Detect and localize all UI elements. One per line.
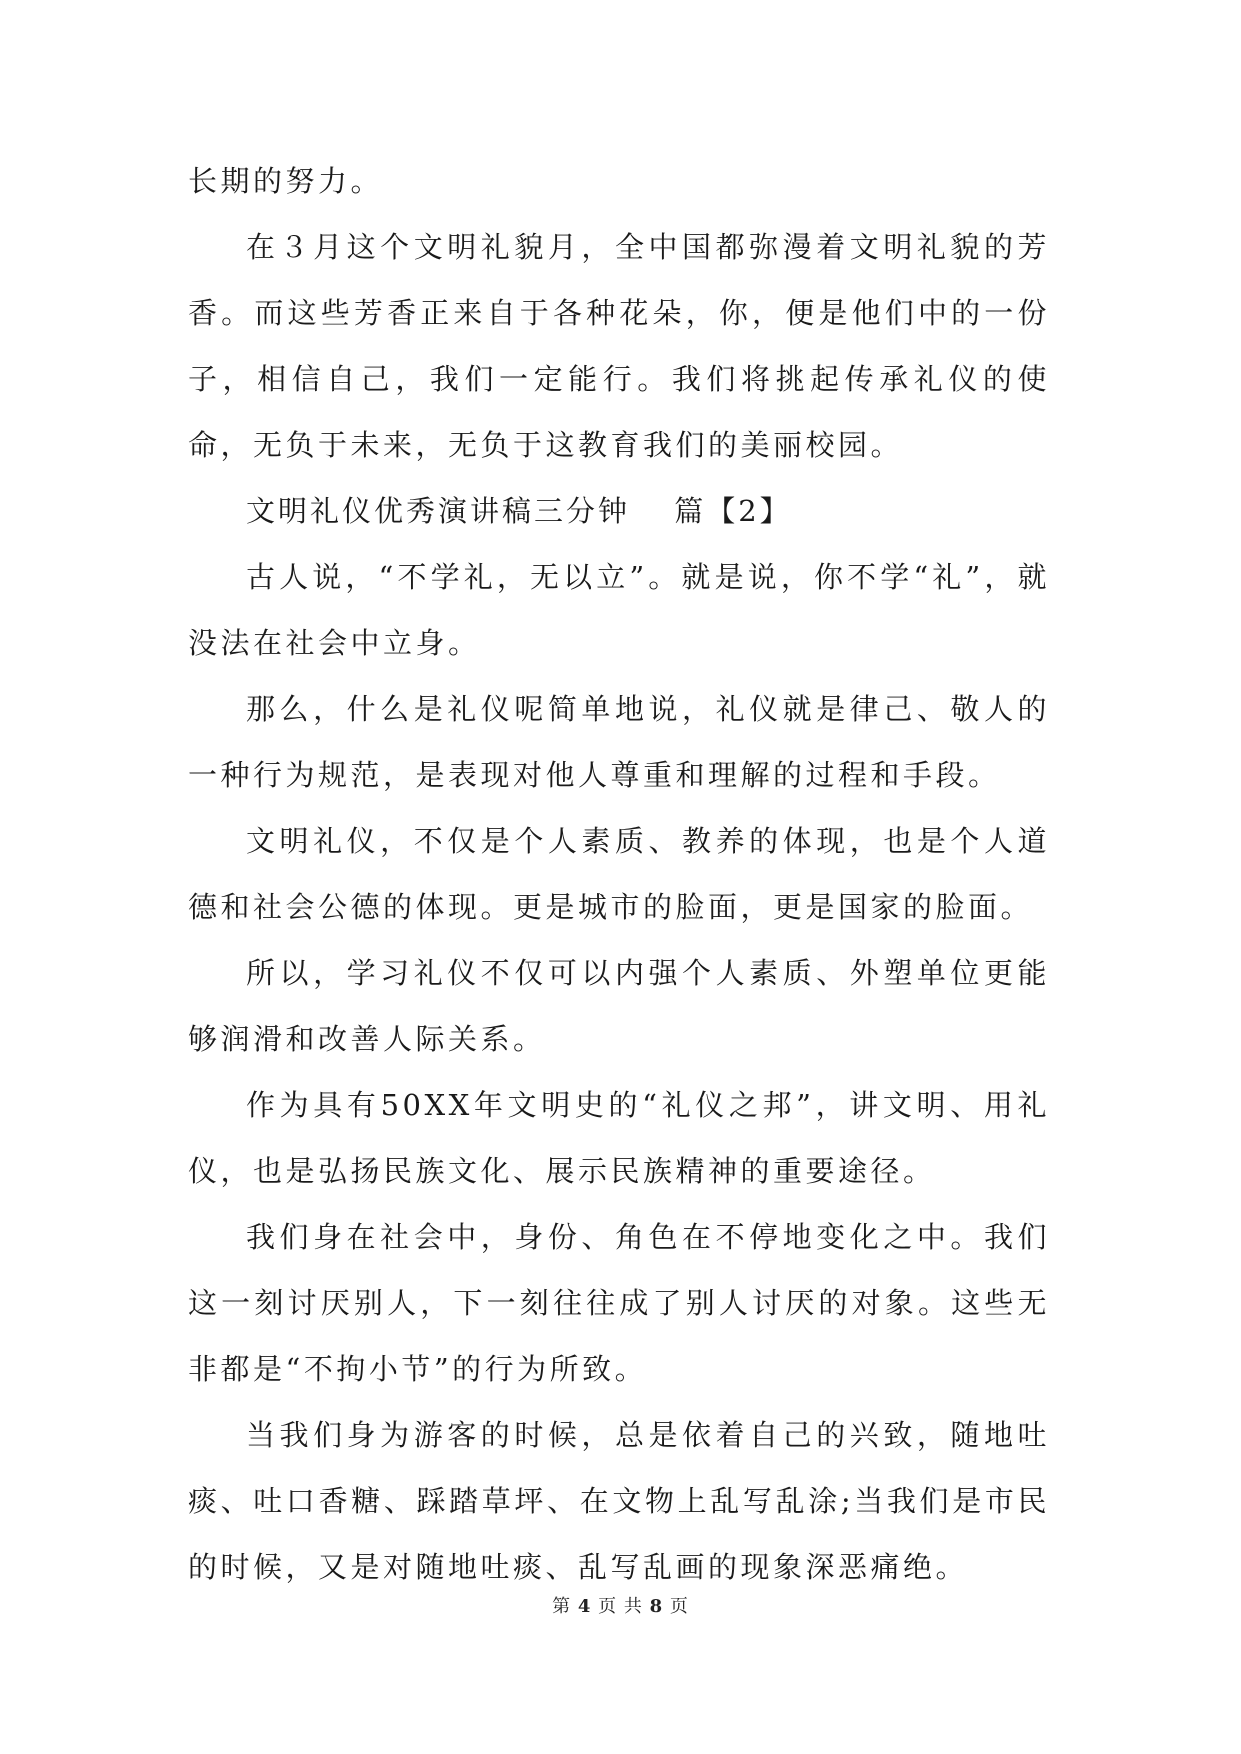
paragraph: 我们身在社会中，身份、角色在不停地变化之中。我们这一刻讨厌别人，下一刻往往成了别人讨厌的对象。这些无非都是“不拘小节”的行为所致。	[188, 1220, 1050, 1386]
paragraph: 文明礼仪，不仅是个人素质、教养的体现，也是个人道德和社会公德的体现。更是城市的脸面，更是国家的脸面。	[188, 824, 1050, 924]
paragraph: 古人说，“不学礼，无以立”。就是说，你不学“礼”，就没法在社会中立身。	[188, 560, 1050, 660]
current-page-number: 4	[577, 1596, 592, 1617]
paragraph: 长期的努力。	[188, 164, 384, 198]
footer-suffix: 页	[669, 1596, 689, 1617]
paragraph: 在３月这个文明礼貌月，全中国都弥漫着文明礼貌的芳香。而这些芳香正来自于各种花朵，你，便是他们中的一份子，相信自己，我们一定能行。我们将挑起传承礼仪的使命，无负于未来，无负于这教育我们的美丽校园。	[188, 230, 1050, 462]
page-footer	[0, 1592, 1241, 1618]
paragraph: 当我们身为游客的时候，总是依着自己的兴致，随地吐痰、吐口香糖、踩踏草坪、在文物上乱写乱涂;当我们是市民的时候，又是对随地吐痰、乱写乱画的现象深恶痛绝。	[188, 1418, 1050, 1584]
section-heading: 文明礼仪优秀演讲稿三分钟 篇【2】	[246, 494, 792, 528]
footer-prefix: 第	[552, 1596, 572, 1617]
paragraph: 所以，学习礼仪不仅可以内强个人素质、外塑单位更能够润滑和改善人际关系。	[188, 956, 1050, 1056]
footer-middle: 页 共	[598, 1596, 643, 1617]
total-pages-number: 8	[649, 1596, 664, 1617]
paragraph: 那么，什么是礼仪呢简单地说，礼仪就是律己、敬人的一种行为规范，是表现对他人尊重和理解的过程和手段。	[188, 692, 1050, 792]
paragraph: 作为具有50XX年文明史的“礼仪之邦”，讲文明、用礼仪，也是弘扬民族文化、展示民族精神的重要途径。	[188, 1088, 1050, 1188]
document-body	[188, 148, 1050, 1600]
